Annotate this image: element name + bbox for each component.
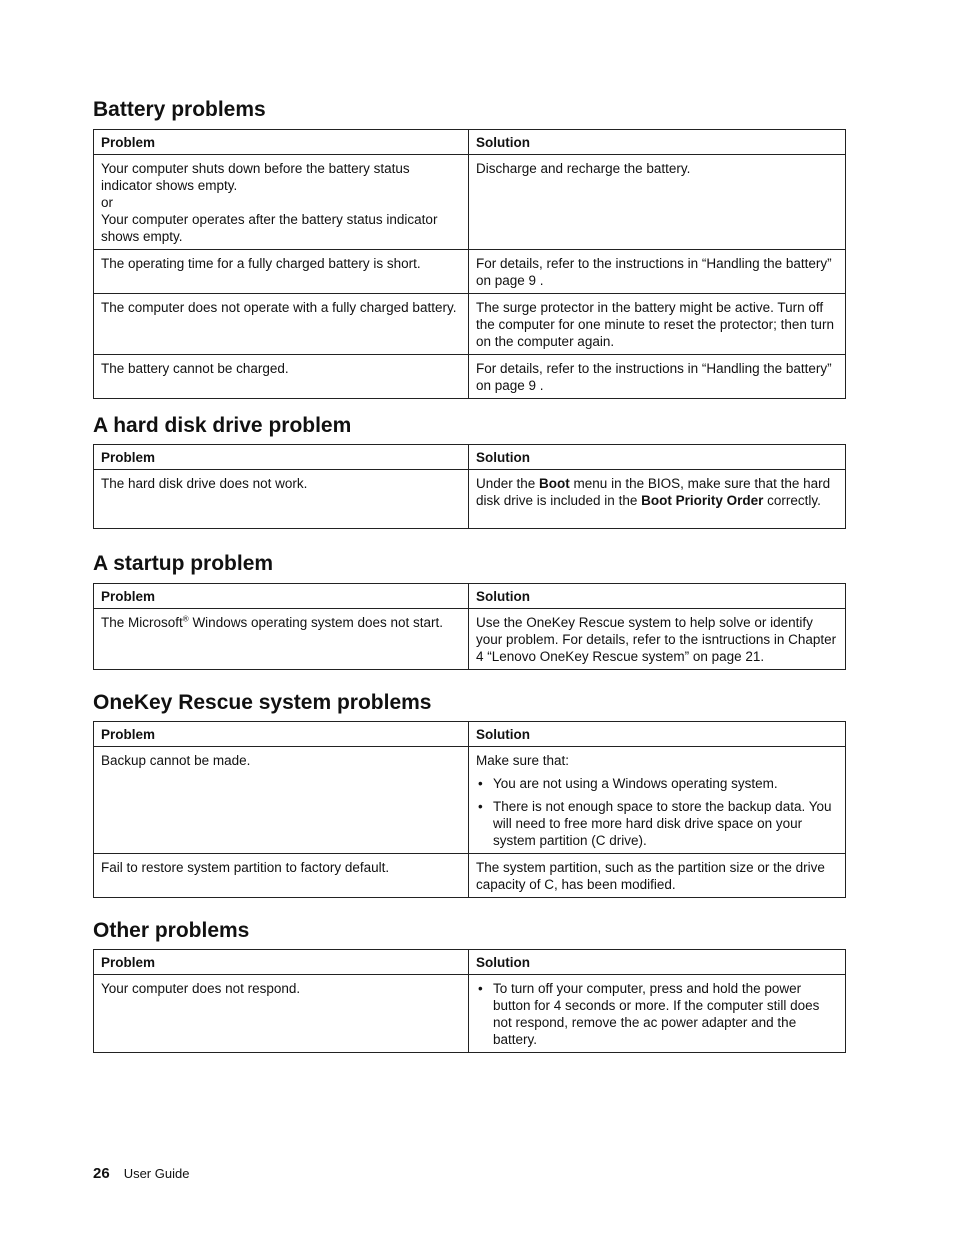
table-header-row xyxy=(94,445,846,470)
hdd-table xyxy=(93,444,846,529)
solution-text: Under the xyxy=(476,476,540,491)
list-item xyxy=(476,798,838,849)
section-title: OneKey Rescue system problems xyxy=(93,691,432,714)
section-title: Battery problems xyxy=(93,98,266,121)
section-title: A startup problem xyxy=(93,552,274,575)
solution-cell xyxy=(469,975,846,1053)
list-item xyxy=(476,775,838,792)
problem-or: or xyxy=(101,195,114,210)
section-other xyxy=(93,918,845,1053)
problem-text: Windows operating system does not start. xyxy=(188,615,444,630)
table-header-row xyxy=(94,584,846,609)
table-row xyxy=(94,747,846,854)
solution-cell: The system partition, such as the partition size or the drive capacity of C, has been modified. xyxy=(469,854,846,898)
battery-table xyxy=(93,129,846,399)
problem-text: Your computer shuts down before the battery status indicator shows empty. xyxy=(101,161,410,193)
problem-cell xyxy=(94,609,469,670)
table-header-row xyxy=(94,722,846,747)
other-table xyxy=(93,949,846,1053)
header-solution: Solution xyxy=(469,950,846,975)
bullet-icon: • xyxy=(478,981,483,996)
list-item-text: To turn off your computer, press and hold the power button for 4 seconds or more. If the computer still does not respond, remove the ac power adapter and the battery. xyxy=(493,981,820,1047)
header-solution: Solution xyxy=(469,722,846,747)
solution-cell xyxy=(469,470,846,529)
menu-name-boot-priority-order: Boot Priority Order xyxy=(641,493,764,508)
header-problem: Problem xyxy=(94,584,469,609)
solution-cell: The surge protector in the battery might be active. Turn off the computer for one minute to reset the protector; then turn on the computer again. xyxy=(469,294,846,355)
problem-cell xyxy=(94,155,469,250)
header-solution: Solution xyxy=(469,584,846,609)
problem-cell: The operating time for a fully charged battery is short. xyxy=(94,250,469,294)
bullet-icon: • xyxy=(478,799,483,814)
bullet-list xyxy=(476,980,838,1048)
header-solution: Solution xyxy=(469,445,846,470)
list-item-text: You are not using a Windows operating system. xyxy=(493,776,778,791)
table-header-row xyxy=(94,950,846,975)
header-problem: Problem xyxy=(94,130,469,155)
solution-cell: Discharge and recharge the battery. xyxy=(469,155,846,250)
page-footer xyxy=(93,1165,189,1182)
table-row xyxy=(94,355,846,399)
solution-cell: For details, refer to the instructions in “Handling the battery” on page 9 . xyxy=(469,250,846,294)
onekey-table xyxy=(93,721,846,898)
problem-cell: Fail to restore system partition to factory default. xyxy=(94,854,469,898)
table-row xyxy=(94,609,846,670)
bullet-icon: • xyxy=(478,776,483,791)
table-row xyxy=(94,975,846,1053)
problem-cell: The hard disk drive does not work. xyxy=(94,470,469,529)
section-hdd xyxy=(93,413,845,529)
section-title: A hard disk drive problem xyxy=(93,414,352,437)
table-row xyxy=(94,470,846,529)
table-row xyxy=(94,155,846,250)
problem-text: Your computer operates after the battery status indicator shows empty. xyxy=(101,212,438,244)
header-solution: Solution xyxy=(469,130,846,155)
problem-cell: The battery cannot be charged. xyxy=(94,355,469,399)
page-number: 26 xyxy=(93,1165,110,1182)
section-title: Other problems xyxy=(93,919,250,942)
list-item xyxy=(476,980,838,1048)
section-startup xyxy=(93,551,845,670)
startup-table xyxy=(93,583,846,670)
problem-cell: Backup cannot be made. xyxy=(94,747,469,854)
solution-cell: Use the OneKey Rescue system to help solve or identify your problem. For details, refer to the isntructions in Chapter 4 “Lenovo OneKey Rescue system” on page 21. xyxy=(469,609,846,670)
header-problem: Problem xyxy=(94,722,469,747)
registered-mark: ® xyxy=(182,614,189,624)
table-header-row xyxy=(94,130,846,155)
solution-text: menu in the BIOS, make sure that the hard disk drive is included in the xyxy=(476,476,831,508)
section-onekey xyxy=(93,690,845,898)
menu-name-boot: Boot xyxy=(539,476,570,491)
solution-text: correctly. xyxy=(763,493,821,508)
problem-cell: The computer does not operate with a fully charged battery. xyxy=(94,294,469,355)
document-name: User Guide xyxy=(123,1166,190,1181)
table-row xyxy=(94,294,846,355)
problem-cell: Your computer does not respond. xyxy=(94,975,469,1053)
table-row xyxy=(94,250,846,294)
header-problem: Problem xyxy=(94,445,469,470)
section-battery xyxy=(93,97,845,399)
problem-text: The Microsoft xyxy=(101,615,183,630)
solution-lead: Make sure that: xyxy=(476,753,570,768)
bullet-list xyxy=(476,775,838,849)
solution-cell xyxy=(469,747,846,854)
table-row xyxy=(94,854,846,898)
header-problem: Problem xyxy=(94,950,469,975)
list-item-text: There is not enough space to store the backup data. You will need to free more hard disk drive space on your system partition (C drive). xyxy=(493,799,832,848)
solution-cell: For details, refer to the instructions in “Handling the battery” on page 9 . xyxy=(469,355,846,399)
